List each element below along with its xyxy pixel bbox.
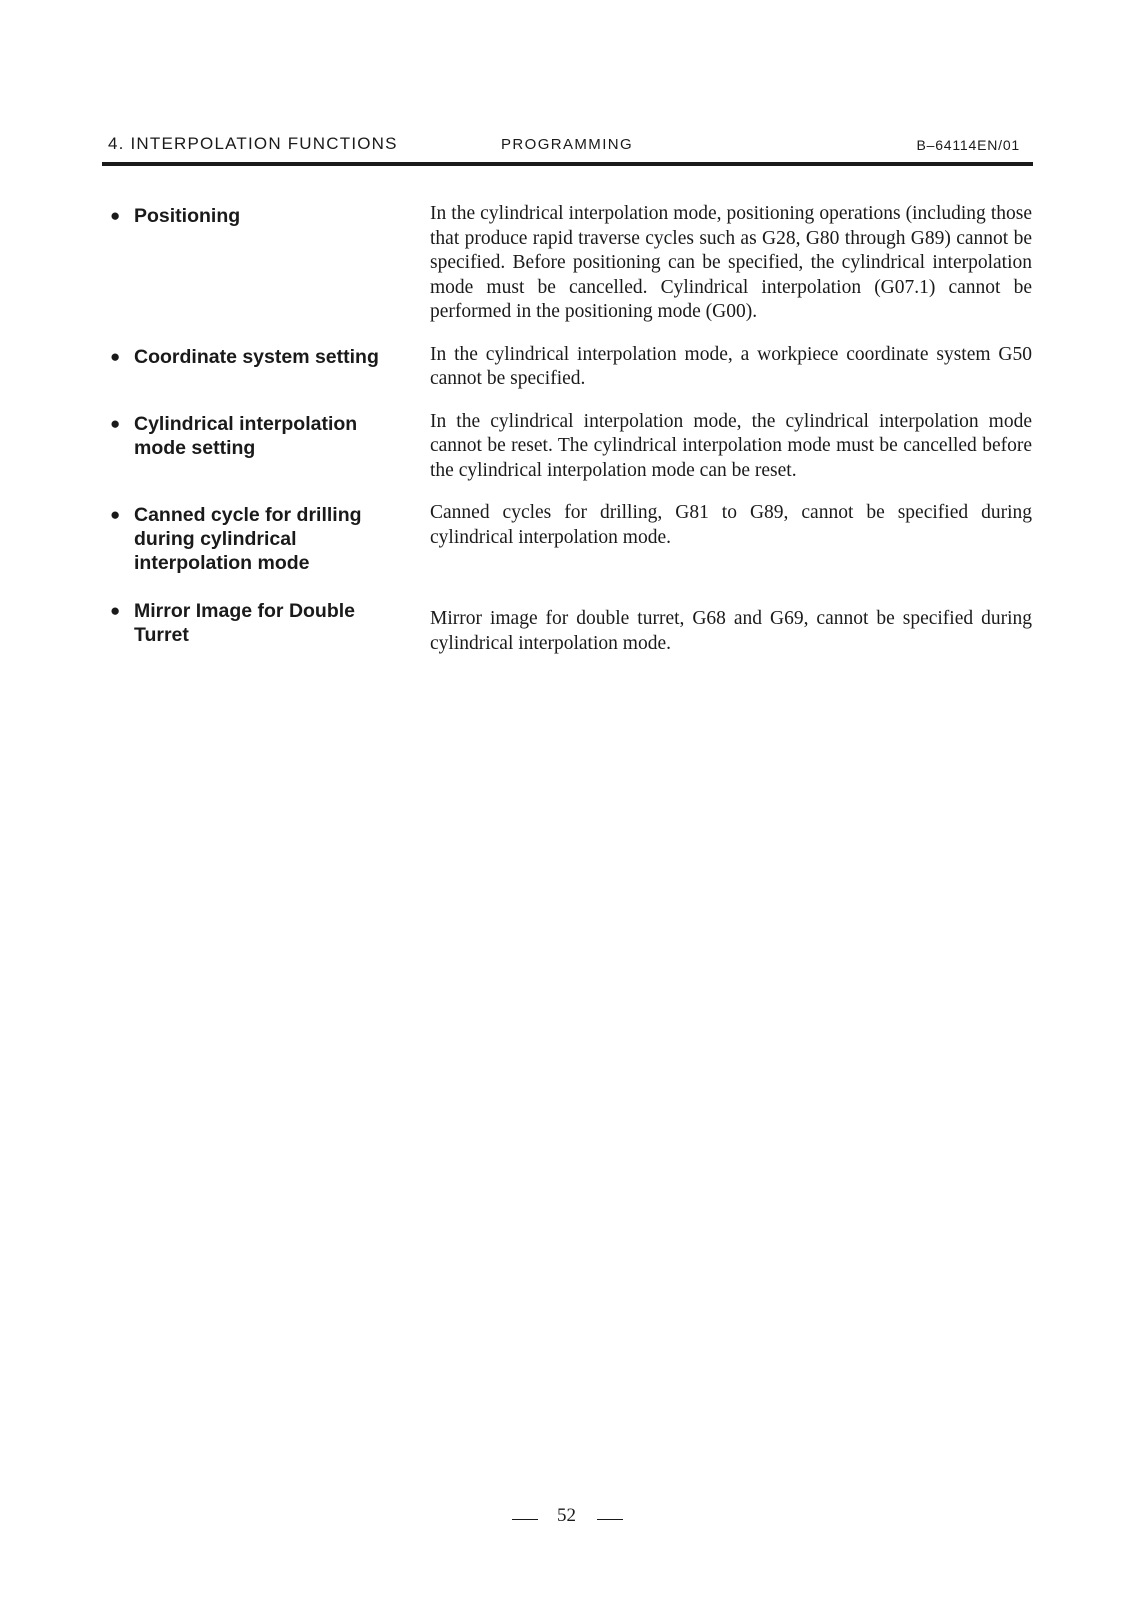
- item-title: Cylindrical interpolation mode setting: [134, 412, 358, 459]
- bullet-icon: ●: [110, 601, 121, 620]
- item-title: Coordinate system setting: [134, 345, 379, 368]
- page-footer: [0, 1505, 1131, 1535]
- item-body: In the cylindrical interpolation mode, positioning operations (including those that produce rapid traverse cycles such as G28, G80 through G89) cannot be specified. Before positioning can be specified, the cylindrical interpolation mode must be cancelled. Cylindrical interpolation (G07.1) cannot be performed in the positioning mode (G00).: [430, 203, 1032, 322]
- bullet-icon: ●: [110, 413, 121, 433]
- list-item-positioning: [110, 202, 1032, 325]
- bullet-icon: ●: [110, 206, 121, 225]
- item-title: Mirror Image for Double Turret: [134, 600, 356, 646]
- item-title: Canned cycle for drilling during cylindrical interpolation mode: [134, 504, 362, 574]
- bullet-icon: ●: [110, 346, 121, 366]
- header-document-number: B–64114EN/01: [916, 137, 1020, 153]
- item-heading: [110, 343, 430, 392]
- item-heading: [110, 410, 430, 484]
- item-body: Canned cycles for drilling, G81 to G89, cannot be specified during cylindrical interpolation mode.: [430, 502, 1032, 548]
- item-body: Mirror image for double turret, G68 and G69, cannot be specified during cylindrical interpolation mode.: [430, 608, 1032, 654]
- item-title: Positioning: [134, 205, 241, 227]
- header-center-label: PROGRAMMING: [501, 136, 634, 153]
- list-item-coordinate-system-setting: [110, 343, 1032, 392]
- header-section-title: 4. INTERPOLATION FUNCTIONS: [108, 134, 398, 153]
- list-item-canned-cycle-for-drilling: [110, 501, 1032, 575]
- header-rule: [102, 162, 1033, 166]
- bullet-icon: ●: [110, 505, 121, 524]
- restrictions-list: [110, 202, 1032, 674]
- list-item-cylindrical-interpolation-mode-setting: [110, 410, 1032, 484]
- footer-dash-right: [597, 1519, 623, 1520]
- item-heading: [110, 593, 430, 656]
- item-body: In the cylindrical interpolation mode, the cylindrical interpolation mode cannot be reset. The cylindrical interpolation mode must be cancelled before the cylindrical interpolation mode can be reset.: [430, 410, 1032, 481]
- page-header: [108, 132, 1028, 156]
- footer-dash-left: [512, 1519, 538, 1520]
- list-item-mirror-image-double-turret: [110, 593, 1032, 656]
- item-heading: [110, 501, 430, 575]
- item-heading: [110, 202, 430, 325]
- page-number: 52: [557, 1505, 576, 1526]
- item-body: In the cylindrical interpolation mode, a workpiece coordinate system G50 cannot be specified.: [430, 343, 1032, 389]
